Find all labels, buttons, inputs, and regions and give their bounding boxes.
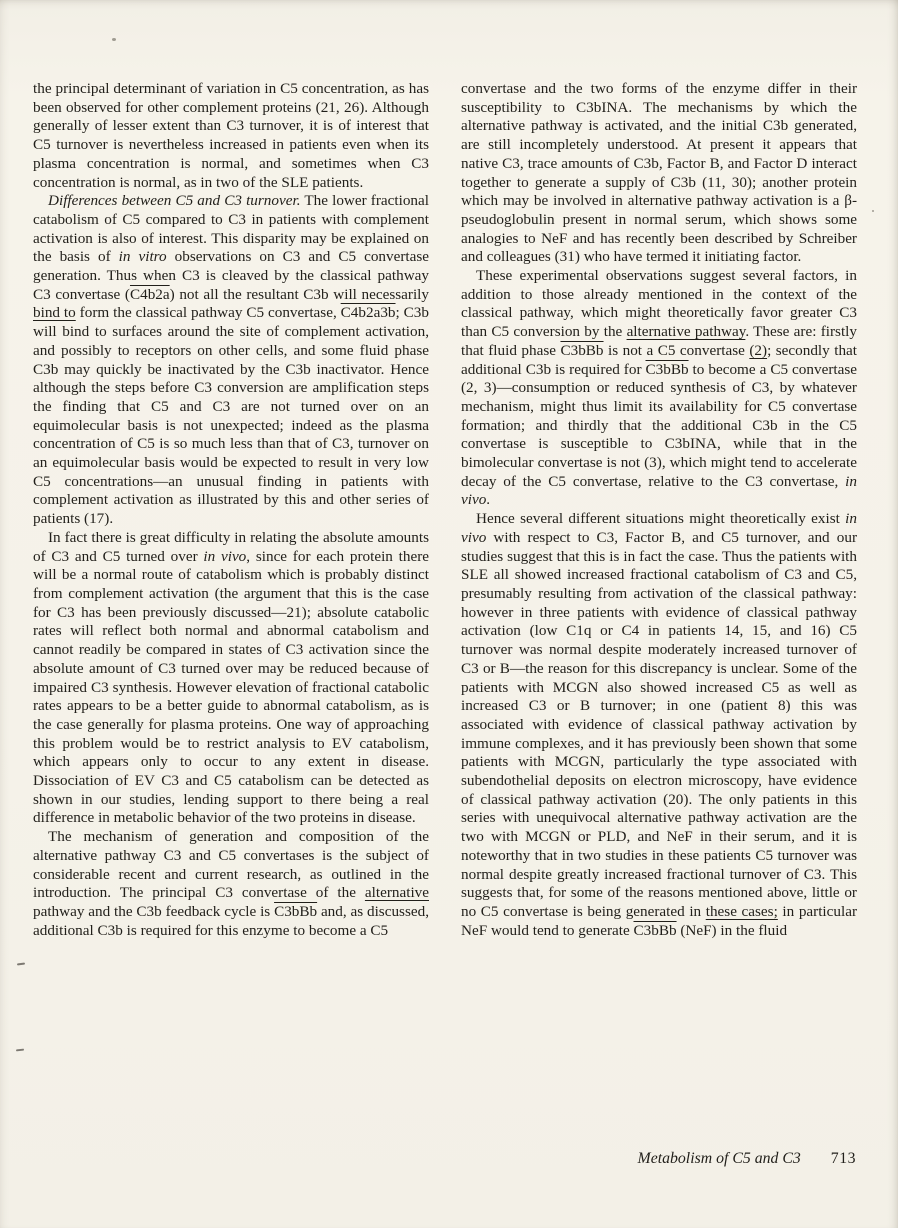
paragraph: Differences between C5 and C3 turnover. The lower fractional catabolism of C5 compared to C3 in patients with complement activation is also of interest. This disparity may be explained on the basis of in vitro observations on C3 and C5 convertase generation. Thus when C3 is cleaved by the classical pathway C3 convertase (C4b2a) not all the resultant C3b will necessarily bind to form the classical pathway C5 convertase, C4b2a3b; C3b will bind to surfaces around the site of complement activation, and possibly to receptors on other cells, and some fluid phase C3b may quickly be inactivated by the C3b inactivator. Hence although the steps before C3 conversion are amplification steps the finding that C5 and C3 are not turned over on an equimolecular basis is not unexpected; indeed as the plasma concentration of C5 is so much less than that of C3, turnover on an equimolecular basis would be expected to result in very low C5 concentrations—an unusual finding in patients with complement activation as illustrated by this and other series of patients (17).: [33, 192, 430, 528]
paragraph: In fact there is great difficulty in relating the absolute amounts of C3 and C5 turned over in vivo, since for each protein there will be a normal route of catabolism which is probably distinct from complement activation (the argument that this is the case for C3 has been previously discussed—21); absolute catabolic rates will reflect both normal and abnormal catabolism and cannot readily be compared in states of C3 activation since the absolute amount of C3 turned over may be reduced because of impaired C3 synthesis. However elevation of fractional catabolic rates appears to be a better guide to abnormal catabolism, as is the case generally for plasma proteins. One way of approaching this problem would be to restrict analysis to EV catabolism, which appears only to occur to any extent in disease. Dissociation of EV C3 and C5 catabolism can be detected as shown in our studies, lending support to there being a real difference in metabolic behavior of the two proteins in disease.: [33, 528, 430, 827]
running-title: Metabolism of C5 and C3: [637, 1150, 801, 1167]
paragraph: the principal determinant of variation in C5 concentration, as has been observed for other complement proteins (21, 26). Although generally of lesser extent than C3 turnover, it is of interest that C5 turnover is nevertheless increased in patients even when its plasma concentration is normal, and sometimes when C3 concentration is normal, as in two of the SLE patients.: [33, 80, 429, 191]
column-right: [461, 80, 857, 940]
page-footer: [460, 1150, 856, 1168]
margin-pencil-mark: [17, 962, 25, 965]
paragraph: Hence several different situations might theoretically exist in vivo with respect to C3, Factor B, and C5 turnover, and our studies suggest that this is in fact the case. Thus the patients with SLE all showed increased fractional catabolism of C3 and C5, presumably resulting from activation of the classical pathway: however in three patients with evidence of classical pathway activation (low C1q or C4 in patients 14, 15, and 16) C5 turnover was normal despite moderately increased turnover of C3 or B—the reason for this discrepancy is unclear. Some of the patients with MCGN also showed increased C5 as well as increased C3 or B turnover; in one (patient 8) this was associated with evidence of classical pathway activation by immune complexes, and it has previously been shown that some patients with MCGN, particularly the type associated with subendothelial deposits on electron microscopy, have evidence of classical pathway activation (20). The only patients in this series with unequivocal alternative pathway activation are the two with MCGN or PLD, and NeF in their serum, and it is noteworthy that in two studies in these patients C5 turnover was normal despite greatly increased fractional turnover of C3. This suggests that, for some of the reasons mentioned above, little or no C5 convertase is being generated in these cases; in particular NeF would tend to generate C3bBb (NeF) in the fluid: [461, 510, 858, 939]
column-left: [33, 80, 429, 940]
paragraph: These experimental observations suggest several factors, in addition to those already mentioned in the context of the classical pathway, which might theoretically favor greater C3 than C5 conversion by the alternative pathway. These are: firstly that fluid phase C3bBb is not a C5 convertase (2); secondly that additional C3b is required for C3bBb to become a C5 convertase (2, 3)—consumption or reduced synthesis of C3, by whatever mechanism, might thus limit its availability for C5 convertase formation; and thirdly that the additional C3b in the C5 convertase is susceptible to C3bINA, while that in the bimolecular convertase is not (3), which might tend to accelerate decay of the C5 convertase, relative to the C3 convertase, in vivo.: [461, 267, 858, 509]
scan-speck: [112, 38, 116, 41]
paragraph: The mechanism of generation and composition of the alternative pathway C3 and C5 convertases is the subject of considerable recent and current research, as outlined in the introduction. The principal C3 convertase of the alternative pathway and the C3b feedback cycle is C3bBb and, as discussed, additional C3b is required for this enzyme to become a C5: [33, 828, 429, 939]
text-columns: [33, 80, 857, 940]
paragraph: convertase and the two forms of the enzyme differ in their susceptibility to C3bINA. The mechanisms by which the alternative pathway is activated, and the initial C3b generated, are still incompletely understood. At present it appears that native C3, trace amounts of C3b, Factor B, and Factor D interact together to generate a supply of C3b (11, 30); another protein which may be involved in alternative pathway activation is a β-pseudoglobulin present in normal serum, which shows some analogies to NeF and has recently been described by Schreiber and colleagues (31) who have termed it initiating factor.: [461, 80, 857, 266]
page-number: 713: [830, 1150, 856, 1167]
scan-speck: [872, 210, 874, 212]
margin-pencil-mark: [16, 1049, 24, 1052]
